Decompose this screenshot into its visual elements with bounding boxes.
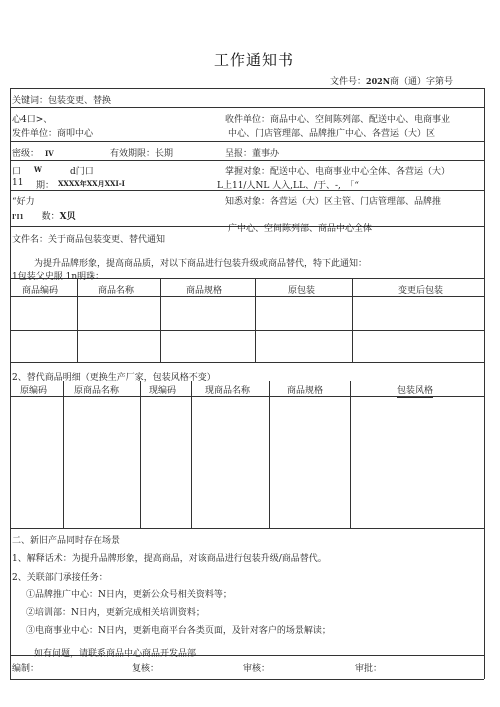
grasp-object-line1: 掌握对象：配送中心、电商事业中心全体、各营运（大）	[225, 167, 451, 177]
doc-no-label: 文件号：	[330, 77, 367, 87]
rule-bottom	[10, 679, 484, 680]
t2-col-1	[63, 381, 64, 528]
secret-label: 密级：	[12, 149, 40, 159]
row4-b2: 期：	[36, 181, 55, 191]
validity-period: 有效期限：长期	[110, 149, 174, 159]
table2-header-1: 原商品名称	[74, 386, 120, 396]
rule-after-units	[10, 141, 484, 142]
sign-editor: 编制：	[12, 664, 40, 674]
table1-header-4: 变更后包装	[398, 286, 444, 296]
grasp-object-line2: L上11/人NL 人入,LL、/于、-,_「“	[217, 181, 360, 191]
task1-text: ①品牌推广中心：N日内，更新公众号相关资料等；	[26, 590, 232, 600]
row4-a1: 口	[12, 167, 22, 177]
document-number	[330, 74, 453, 87]
rule-table1-header	[10, 296, 484, 297]
row4-b1: 11	[12, 178, 24, 188]
page-count-label: 数：	[41, 212, 60, 222]
t1-col-2	[160, 278, 161, 362]
rule-after-secret	[10, 160, 484, 161]
rule-after-keywords	[10, 107, 484, 108]
row4-b3: XXXX年XX月XXI-I	[58, 179, 125, 188]
secret-value: IV	[45, 149, 54, 158]
doc-no-code: 202N	[366, 76, 391, 86]
row4-a3: d门口	[70, 167, 94, 177]
t2-col-5	[350, 381, 351, 528]
cc-field: 心4口>、	[12, 115, 53, 125]
rule-top	[10, 88, 484, 89]
intro-text: 为提升品牌形象，提高商品质，对以下商品进行包装升级或商品替代，特下此通知：	[34, 259, 368, 269]
secret-level	[12, 146, 54, 159]
page-count-code: I'I1	[12, 214, 24, 221]
row4-a2: W	[34, 165, 42, 174]
closing-text: 如有问题，请联系商品中心商品开发品部	[34, 649, 197, 659]
file-name: 文件名：关于商品包装变更、替代通知	[12, 235, 166, 245]
frame-left-border	[10, 88, 11, 679]
section3-heading: 二、新旧产品同时存在场景	[12, 536, 121, 546]
receiver-unit-line1: 收件单位：商品中心、空间陈列部、配送中心、电商事业	[225, 115, 451, 125]
t2-col-3	[191, 381, 192, 528]
item2-text: 2、关联部门承接任务：	[12, 573, 108, 583]
t1-col-4	[352, 278, 353, 362]
rule-table1-row	[10, 330, 484, 331]
item1-text: 1、解释话术：为提升品牌形象，提高商品，对该商品进行包装升级/商品替代。	[12, 554, 327, 564]
table2-header-3: 现商品名称	[205, 386, 251, 396]
notify-object-line1: 知悉对象：各营运（大）区主管、门店管理部、品牌推	[225, 197, 442, 207]
table1-header-0: 商品编码	[22, 286, 59, 296]
t1-col-1	[77, 278, 78, 362]
sign-auditor: 审核：	[243, 664, 271, 674]
hao-mark: “好力	[12, 197, 35, 207]
rule-table1-bottom	[10, 362, 484, 363]
table2-header-0: 原编码	[20, 386, 48, 396]
section2-heading: 2、替代商品明细（更换生产厂家，包装风格不变）	[12, 373, 216, 383]
keywords: 关键词：包装变更、替换	[12, 96, 112, 106]
table1-header-2: 商品规格	[186, 286, 223, 296]
t2-col-4	[269, 381, 270, 528]
page-count-value: X贝	[59, 212, 76, 222]
sign-approver: 审批：	[355, 664, 383, 674]
page-count	[12, 209, 76, 222]
document-title: 工作通知书	[214, 51, 295, 69]
issuer-unit: 发件单位：商叩中心	[12, 129, 94, 139]
task2-text: ②培训部：N日内，更新完成相关培训资料；	[26, 608, 205, 618]
table1-header-3: 原包装	[288, 286, 316, 296]
task3-text: ③电商事业中心：N日内，更新电商平台各类页面，及针对客户的场景解读；	[26, 626, 331, 636]
table2-header-4: 商品规格	[287, 386, 324, 396]
table2-header-2: 现编码	[149, 386, 177, 396]
sign-reviewer: 复核：	[132, 664, 160, 674]
frame-right-border	[484, 88, 485, 679]
table1-header-1: 商品名称	[98, 286, 135, 296]
t1-col-3	[255, 278, 256, 362]
rule-table2-bottom	[10, 528, 484, 529]
t2-col-2	[140, 381, 141, 528]
notify-object-line2: 广中心、空间陈列部、商品中心全体	[228, 224, 373, 234]
receiver-unit-line2: 中心、门店管理部、品牌推广中心、各营运（大）区	[228, 129, 436, 139]
table2-header-5: 包装风格	[397, 383, 433, 398]
doc-no-text: 商（通）字第号	[390, 77, 454, 87]
report-to: 呈报：董事办	[225, 149, 280, 159]
section1-heading: 1包装父史服 1n明珠：	[12, 272, 105, 282]
